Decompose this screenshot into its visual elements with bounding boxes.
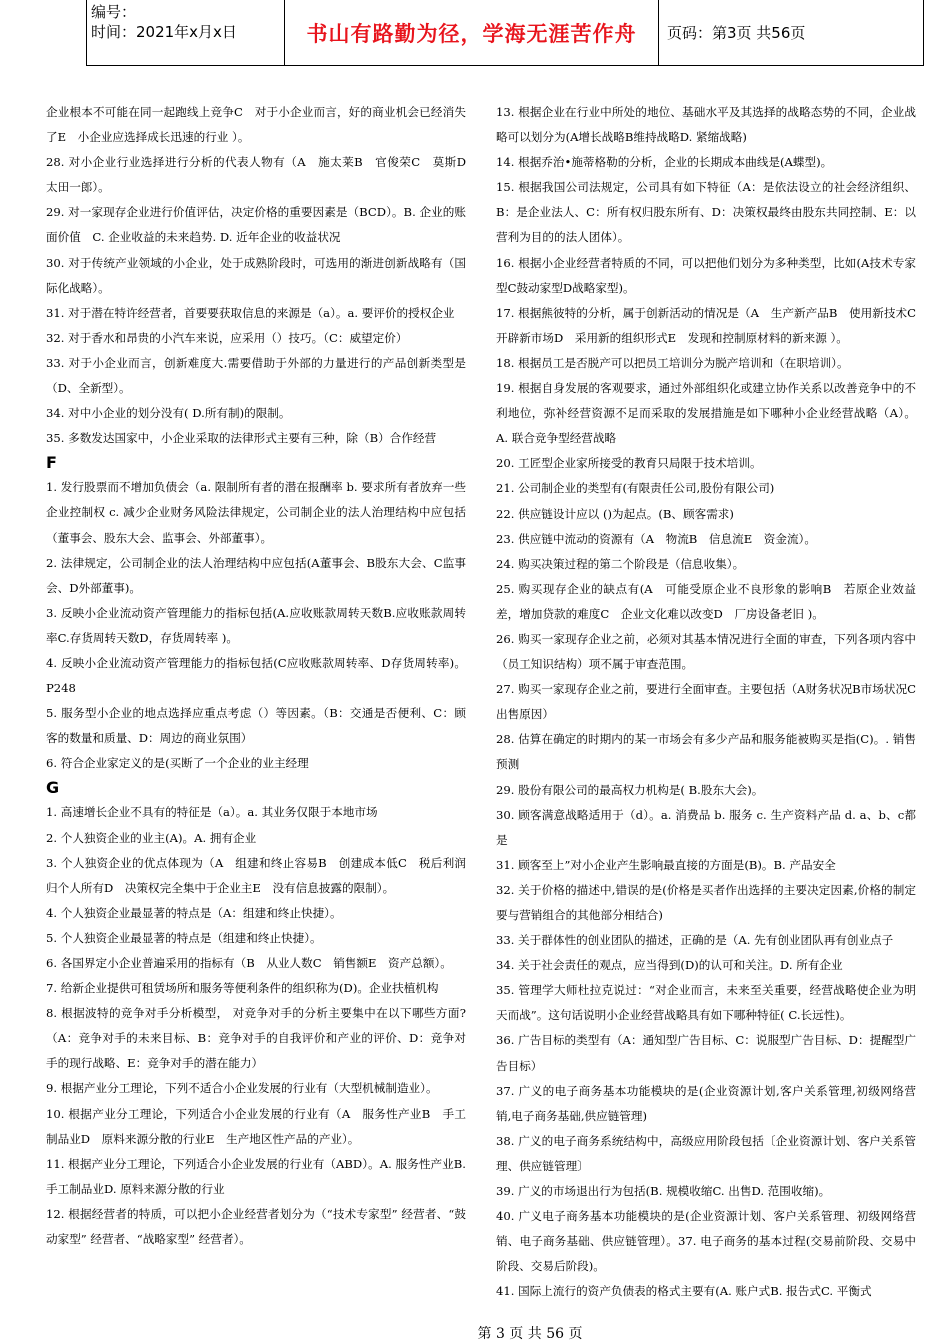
question-item: 15. 根据我国公司法规定，公司具有如下特征（A：是依法设立的社会经济组织、B：是企业法人、C：所有权归股东所有、D：决策权最终由股东共同控制、E：以营利为目的的法人团体）。 (496, 180, 916, 245)
question-item: 2. 个人独资企业的业主(A)。A. 拥有企业 (46, 830, 257, 845)
question-item: 2. 法律规定，公司制企业的法人治理结构中应包括(A董事会、B股东大会、C监事会、D外部董事)。 (46, 555, 466, 595)
question-item: 8. 根据波特的竞争对手分析模型， 对竞争对手的分析主要集中在以下哪些方面?（A：竞争对手的未来目标、B：竞争对手的自我评价和产业的评价、D：竞争对手的现行战略、E：竞争对手的潜在能力） (46, 1006, 466, 1071)
question-item: 34. 对中小企业的划分没有( D.所有制)的限制。 (46, 406, 291, 421)
date-label: 时间：2021年x月x日 (91, 23, 237, 41)
question-item: 4. 个人独资企业最显著的特点是（A：组建和终止快捷）。 (46, 905, 342, 920)
question-item: 33. 关于群体性的创业团队的描述，正确的是（A. 先有创业团队再有创业点子 (496, 933, 894, 948)
section-heading: F (46, 453, 57, 473)
question-item: 3. 反映小企业流动资产管理能力的指标包括(A.应收账款周转天数B.应收账款周转率C.存货周转天数D，存货周转率 )。 (46, 605, 466, 645)
question-item: 27. 购买一家现存企业之前，要进行全面审查。主要包括（A财务状况B市场状况C出售原因） (496, 682, 916, 722)
question-item: 7. 给新企业提供可租赁场所和服务等便利条件的组织称为(D)。企业扶植机构 (46, 981, 439, 996)
motto-title: 书山有路勤为径，学海无涯苦作舟 (285, 0, 659, 65)
question-item: 17. 根据熊彼特的分析，属于创新活动的情况是（A 生产新产品B 使用新技术C 开辟新市场D 采用新的组织形式E 发现和控制原材料的新来源 ）。 (496, 305, 928, 345)
question-item: 31. 顾客至上”对小企业产生影响最直接的方面是(B)。B. 产品安全 (496, 857, 836, 872)
question-item: 29. 股份有限公司的最高权力机构是( B.股东大会)。 (496, 782, 764, 797)
question-item: 1. 发行股票而不增加负债会（a. 限制所有者的潜在报酬率 b. 要求所有者放弃一些企业控制权 c. 减少企业财务风险法律规定，公司制企业的法人治理结构中应包括（董事会、股东大会、监事会、外部董事）。 (46, 480, 466, 545)
question-item: 35. 管理学大师杜拉克说过：“对企业而言，未来至关重要，经营战略使企业为明天而战”。这句话说明小企业经营战略具有如下哪种特征( C.长远性)。 (496, 983, 916, 1023)
question-item: 41. 国际上流行的资产负债表的格式主要有(A. 账户式B. 报告式C. 平衡式 (496, 1284, 872, 1299)
question-item: 14. 根据乔治•施蒂格勒的分析，企业的长期成本曲线是(A蝶型)。 (496, 155, 833, 170)
question-item: 20. 工匠型企业家所接受的教育只局限于技术培训。 (496, 456, 762, 471)
question-item: 6. 符合企业家定义的是(买断了一个企业的业主经理 (46, 756, 309, 771)
question-item: 1. 高速增长企业不具有的特征是（a）。a. 其业务仅限于本地市场 (46, 805, 378, 820)
question-item: 企业根本不可能在同一起跑线上竞争C 对于小企业而言，好的商业机会已经消失了E 小企业应选择成长迅速的行业 ）。 (46, 105, 466, 145)
question-item: 16. 根据小企业经营者特质的不同，可以把他们划分为多种类型，比如(A技术专家型C鼓动家型D战略家型)。 (496, 255, 916, 295)
page-header (86, 0, 924, 66)
question-item: 21. 公司制企业的类型有(有限责任公司,股份有限公司) (496, 481, 775, 496)
question-item: 5. 个人独资企业最显著的特点是（组建和终止快捷）。 (46, 930, 322, 945)
serial-label: 编号： (91, 3, 137, 21)
right-column (496, 100, 928, 1305)
question-item: 6. 各国界定小企业普遍采用的指标有（B 从业人数C 销售额E 资产总额）。 (46, 956, 452, 970)
question-item: 11. 根据产业分工理论，下列适合小企业发展的行业有（ABD）。A. 服务性产业B. 手工制品业D. 原料来源分散的行业 (46, 1156, 466, 1196)
left-column (46, 100, 478, 1252)
question-item: 3. 个人独资企业的优点体现为（A 组建和终止容易B 创建成本低C 税后利润归个人所有D 决策权完全集中于企业主E 没有信息披露的限制）。 (46, 855, 466, 895)
header-meta (87, 0, 285, 65)
question-item: 31. 对于潜在特许经营者，首要要获取信息的来源是（a）。a. 要评价的授权企业 (46, 305, 455, 320)
section-heading: G (46, 778, 60, 798)
question-item: 19. 根据自身发展的客观要求，通过外部组织化或建立协作关系以改善竞争中的不利地位，弥补经营资源不足而采取的发展措施是如下哪种小企业经营战略（A）。A. 联合竞争型经营战略 (496, 381, 916, 446)
question-item: 10. 根据产业分工理论，下列适合小企业发展的行业有（A 服务性产业B 手工制品业D 原料来源分散的行业E 生产地区性产品的产业）。 (46, 1106, 466, 1146)
question-item: 38. 广义的电子商务系统结构中，高级应用阶段包括〔企业资源计划、客户关系管理、供应链管理〕 (496, 1133, 916, 1173)
question-item: 5. 服务型小企业的地点选择应重点考虑（）等因素。（B：交通是否便利、C：顾客的数量和质量、D：周边的商业氛围） (46, 706, 466, 746)
question-item: 30. 顾客满意战略适用于（d）。a. 消费品 b. 服务 c. 生产资料产品 d. a、b、c都是 (496, 807, 916, 847)
question-item: 4. 反映小企业流动资产管理能力的指标包括(C应收账款周转率、D存货周转率)。P248 (46, 655, 466, 696)
question-item: 30. 对于传统产业领域的小企业，处于成熟阶段时，可选用的渐进创新战略有（国际化战略）。 (46, 255, 466, 295)
question-item: 25. 购买现存企业的缺点有(A 可能受原企业不良形象的影响B 若原企业效益差，增加贷款的难度C 企业文化难以改变D 厂房设备老旧 )。 (496, 581, 916, 621)
question-item: 39. 广义的市场退出行为包括(B. 规模收缩C. 出售D. 范围收缩)。 (496, 1184, 831, 1199)
page-footer: 第 3 页 共 56 页 (477, 1326, 583, 1342)
question-item: 36. 广告目标的类型有（A：通知型广告目标、C：说服型广告目标、D：提醒型广告目标） (496, 1033, 916, 1073)
question-item: 26. 购买一家现存企业之前，必须对其基本情况进行全面的审查，下列各项内容中（员工知识结构）项不属于审查范围。 (496, 631, 916, 672)
question-item: 29. 对一家现存企业进行价值评估，决定价格的重要因素是（BCD）。B. 企业的账面价值 C. 企业收益的未来趋势. D. 近年企业的收益状况 (46, 205, 466, 245)
question-item: 24. 购买决策过程的第二个阶段是（信息收集）。 (496, 556, 745, 571)
question-item: 33. 对于小企业而言，创新难度大.需要借助于外部的力量进行的产品创新类型是（D、全新型）。 (46, 355, 466, 396)
question-item: 34. 关于社会责任的观点，应当得到(D)的认可和关注。D. 所有企业 (496, 958, 843, 973)
question-item: 22. 供应链设计应以 ()为起点。(B、顾客需求) (496, 506, 734, 521)
page-number-label: 页码：第3页 共56页 (667, 24, 806, 42)
question-item: 12. 根据经营者的特质，可以把小企业经营者划分为（“技术专家型” 经营者、“鼓动家型” 经营者、“战略家型” 经营者）。 (46, 1206, 466, 1247)
question-item: 23. 供应链中流动的资源有（A 物流B 信息流E 资金流）。 (496, 531, 816, 546)
question-item: 13. 根据企业在行业中所处的地位、基础水平及其选择的战略态势的不同，企业战略可以划分为(A增长战略B维持战略D. 紧缩战略) (496, 105, 916, 145)
question-item: 40. 广义电子商务基本功能模块的是(企业资源计划、客户关系管理、初级网络营销、电子商务基础、供应链管理）。37. 电子商务的基本过程(交易前阶段、交易中阶段、交易后阶段)。 (496, 1209, 916, 1274)
question-item: 35. 多数发达国家中，小企业采取的法律形式主要有三种，除（B）合作经营 (46, 431, 437, 446)
question-item: 37. 广义的电子商务基本功能模块的是(企业资源计划,客户关系管理,初级网络营销,电子商务基础,供应链管理) (496, 1083, 916, 1123)
question-item: 32. 关于价格的描述中,错误的是(价格是买者作出选择的主要决定因素,价格的制定要与营销组合的其他部分相结合) (496, 882, 916, 922)
question-item: 28. 对小企业行业选择进行分析的代表人物有（A 施太莱B 官俊荣C 莫斯D 太田一郎）。 (46, 155, 478, 195)
question-item: 18. 根据员工是否脱产可以把员工培训分为脱产培训和（在职培训）。 (496, 355, 849, 370)
question-item: 32. 对于香水和昂贵的小汽车来说，应采用（）技巧。（C：威望定价） (46, 330, 408, 345)
question-item: 9. 根据产业分工理论，下列不适合小企业发展的行业有（大型机械制造业）。 (46, 1081, 438, 1096)
question-item: 28. 估算在确定的时期内的某一市场会有多少产品和服务能被购买是指(C)。. 销售预测 (496, 732, 916, 772)
